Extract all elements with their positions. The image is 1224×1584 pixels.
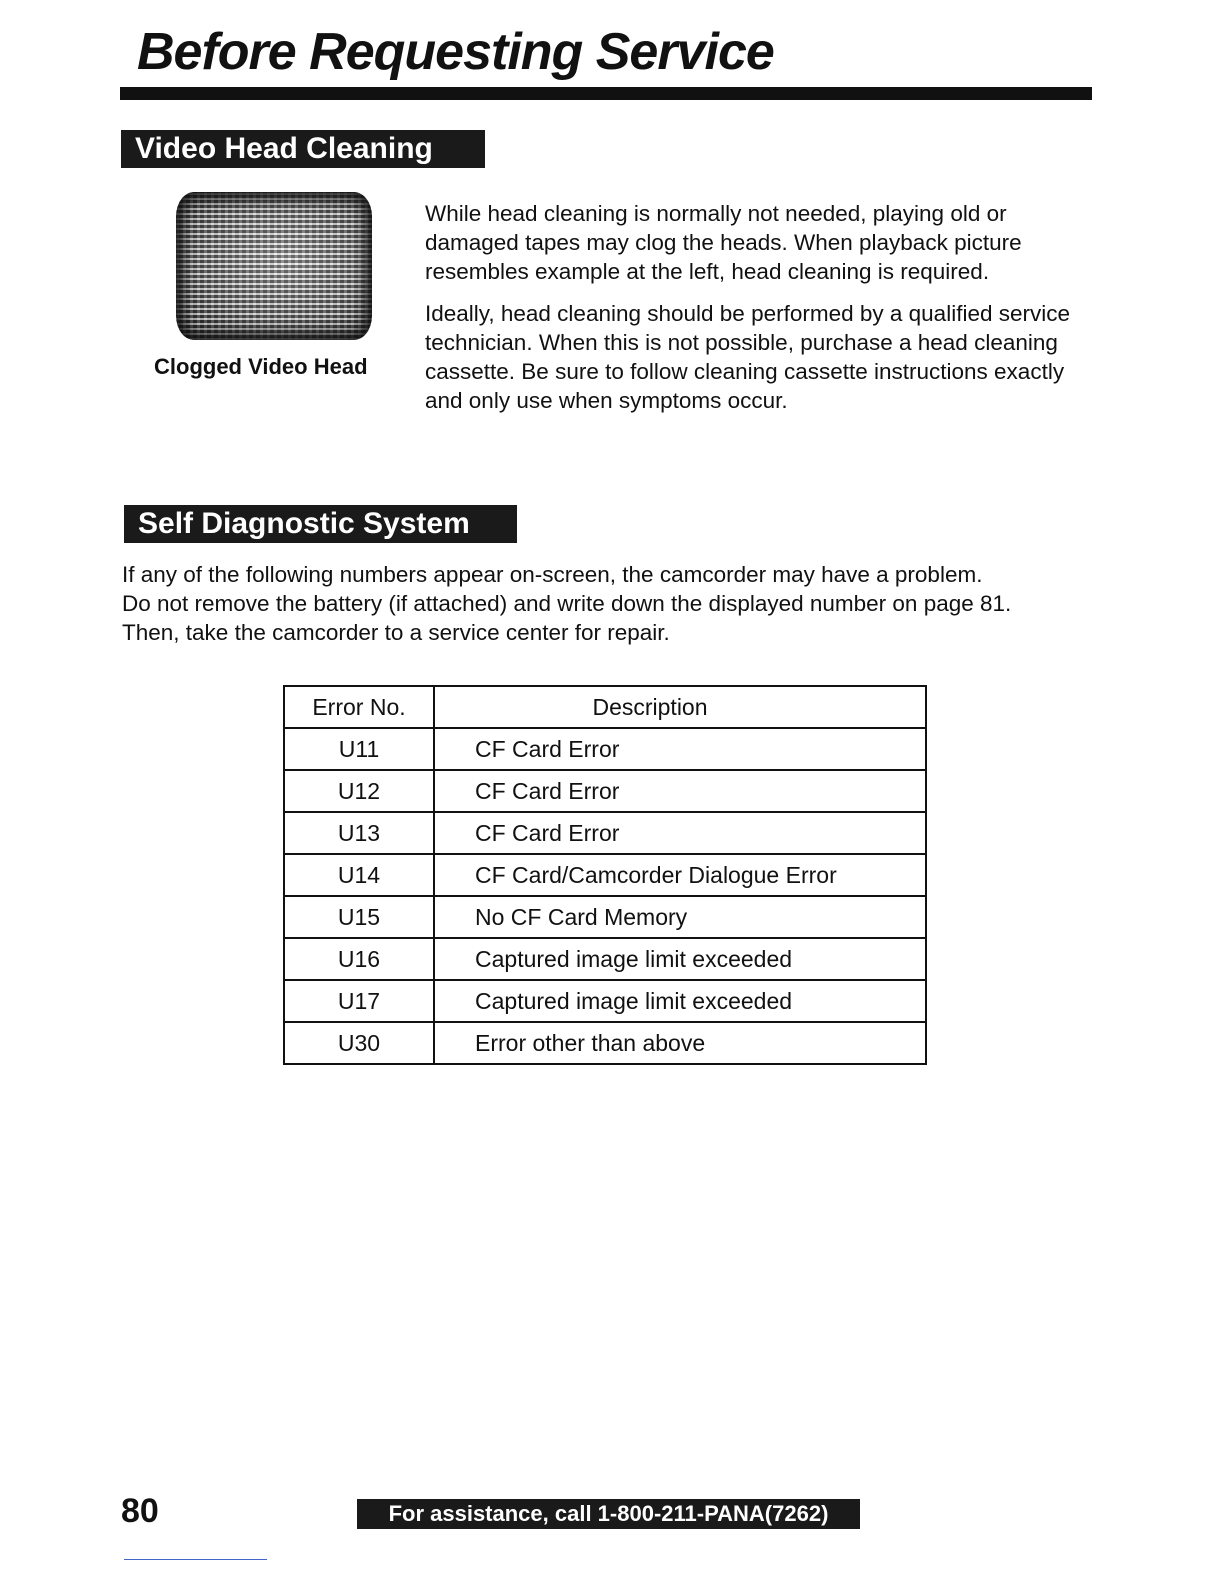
error-description: No CF Card Memory [434,896,926,938]
error-code: U17 [284,980,434,1022]
intro-line-3: Then, take the camcorder to a service center for repair. [122,620,670,645]
table-row [284,854,926,896]
error-code: U14 [284,854,434,896]
table-row [284,980,926,1022]
table-row [284,812,926,854]
head-cleaning-paragraph-1: While head cleaning is normally not needed, playing old or damaged tapes may clog the heads. When playback picture resembles example at the left, head cleaning is required. [425,201,1022,284]
error-code: U13 [284,812,434,854]
page-number: 80 [121,1492,159,1530]
assistance-banner: For assistance, call 1-800-211-PANA(7262) [357,1499,860,1529]
page-title: Before Requesting Service [137,23,774,81]
table-row [284,1022,926,1064]
error-description: Error other than above [434,1022,926,1064]
bottom-rule [124,1559,267,1560]
self-diagnostic-heading: Self Diagnostic System [124,505,517,543]
table-row [284,896,926,938]
table-header-row [284,686,926,728]
image-caption: Clogged Video Head [154,354,368,379]
error-code-table [283,685,927,1065]
intro-line-1: If any of the following numbers appear on-screen, the camcorder may have a problem. [122,562,983,587]
error-code: U16 [284,938,434,980]
error-code: U12 [284,770,434,812]
column-header-description: Description [434,686,926,728]
error-description: CF Card Error [434,728,926,770]
head-cleaning-paragraph-2: Ideally, head cleaning should be performed by a qualified service technician. When this is not possible, purchase a head cleaning cassette. Be sure to follow cleaning cassette instructions exactly and only use when symptoms occur. [425,301,1070,413]
diagnostic-intro [122,560,1102,647]
error-code: U11 [284,728,434,770]
error-description: CF Card Error [434,812,926,854]
error-description: Captured image limit exceeded [434,938,926,980]
table-row [284,728,926,770]
video-head-cleaning-heading: Video Head Cleaning [121,130,485,168]
error-code: U30 [284,1022,434,1064]
table-row [284,770,926,812]
title-rule [120,87,1092,100]
error-description: CF Card Error [434,770,926,812]
column-header-error-no: Error No. [284,686,434,728]
error-description: Captured image limit exceeded [434,980,926,1022]
clogged-video-head-image [176,192,372,340]
error-code: U15 [284,896,434,938]
error-description: CF Card/Camcorder Dialogue Error [434,854,926,896]
intro-line-2: Do not remove the battery (if attached) and write down the displayed number on page 81. [122,591,1012,616]
table-row [284,938,926,980]
